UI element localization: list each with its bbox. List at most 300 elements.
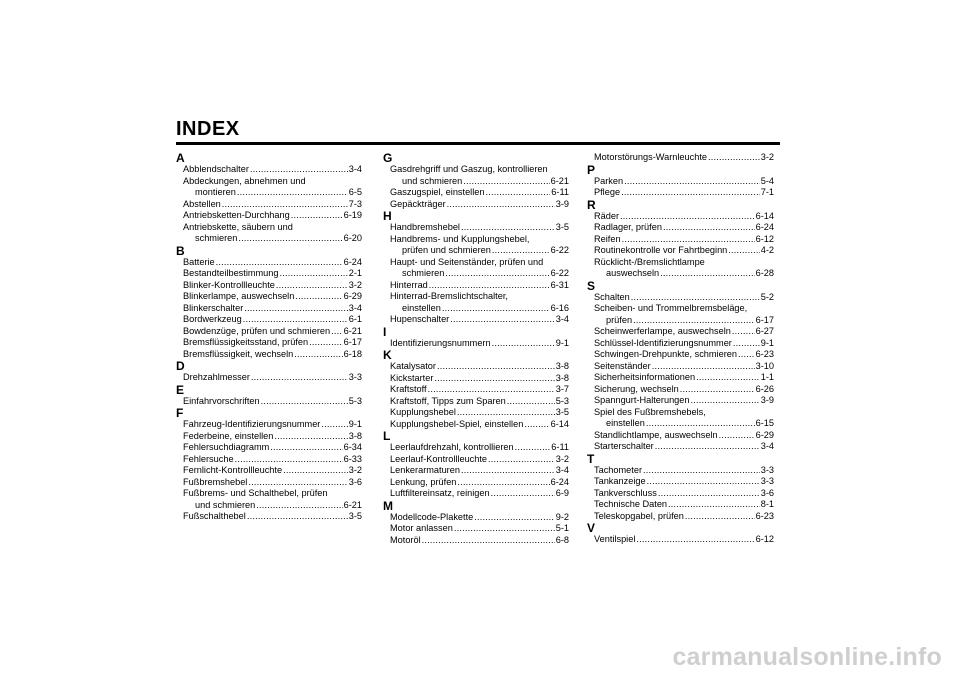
index-entry [587,234,774,246]
dot-leader [422,535,555,547]
dot-leader [243,314,348,326]
index-entry-term: Abstellen [183,198,221,209]
index-entry [176,511,362,523]
index-page-number: 6-19 [343,210,362,220]
index-entry-term: Katalysator [390,361,436,371]
index-entry-term: Haupt- und Seitenständer, prüfen und [390,256,544,267]
index-entry-term: Schwingen-Drehpunkte, schmieren [594,349,737,359]
index-letter-heading: S [587,278,596,293]
index-entry [176,431,362,443]
index-entry-term: Gasdrehgriff und Gaszug, kontrollieren [390,164,548,174]
index-column-3 [587,152,774,546]
index-page-number: 3-8 [348,430,362,441]
dot-leader [680,384,755,396]
index-entry-term: Hupenschalter [390,314,450,324]
watermark-text: carmanualsonline.info [672,643,942,671]
index-letter-heading: E [176,382,185,397]
index-entry-term: Blinkerschalter [183,302,244,313]
dot-leader [655,441,760,453]
index-entry [587,395,774,407]
index-entry-term: Kraftstoff, Tipps zum Sparen [390,395,506,406]
dot-leader [708,152,760,164]
index-entry-term: Leerlaufdrehzahl, kontrollieren [390,442,514,452]
dot-leader [283,465,348,477]
index-entry [383,419,569,431]
dot-leader [250,164,348,176]
index-entry-term: Rücklicht-/Bremslichtlampe [594,256,705,267]
index-page-number: 5-1 [555,523,569,533]
index-page-number: 9-2 [555,511,569,522]
index-entry-term: einstellen [402,302,441,313]
index-entry [176,257,362,269]
index-letter-heading: I [383,324,387,339]
dot-leader [492,245,550,257]
page-title: INDEX [176,118,240,140]
index-page-number: 6-24 [343,256,362,267]
index-entry-term: prüfen und schmieren [402,245,491,255]
dot-leader [276,280,348,292]
dot-leader [507,396,555,408]
index-entry-term: Hinterrad-Bremslichtschalter, [390,291,508,301]
index-entry-term: Radlager, prüfen [594,222,662,232]
index-entry-term: einstellen [606,418,645,428]
index-page-number: 6-26 [755,383,774,394]
index-letter-heading: P [587,162,596,177]
index-entry-term: Reifen [594,233,621,244]
index-entry [383,384,569,396]
index-entry [587,441,774,453]
index-page-number: 3-4 [555,465,569,475]
index-entry [587,534,774,546]
index-entry-term: Fehlersuchdiagramm [183,442,270,452]
index-entry-term: Sicherheitsinformationen [594,372,696,382]
index-entry-term: Fahrzeug-Identifizierungsnummer [183,419,321,429]
index-entry-term: und schmieren [195,499,256,510]
dot-leader [237,187,348,199]
index-entry [176,454,362,466]
dot-leader [738,349,755,361]
index-letter-heading: B [176,243,185,258]
index-entry [587,361,774,373]
dot-leader [492,338,555,350]
index-entry-term: auswechseln [606,268,660,278]
index-entry-term: Fußbremshebel [183,476,248,487]
dot-leader [437,361,555,373]
index-entry-term: Federbeine, einstellen [183,430,274,441]
index-page-number: 6-18 [343,348,362,359]
index-page-number: 5-3 [555,395,569,406]
index-entry [587,176,774,188]
dot-leader [248,477,347,489]
index-entry [176,465,362,477]
index-letter-heading: T [587,451,595,466]
index-entry-term: Motor anlassen [390,523,453,533]
dot-leader [647,476,760,488]
dot-leader [274,431,347,443]
index-entry-term: Starterschalter [594,441,654,451]
index-letter-heading: K [383,348,392,362]
index-page-number: 6-31 [550,279,569,290]
index-page-number: 3-2 [760,152,774,162]
index-page-number: 6-21 [550,175,569,186]
index-entry [587,511,774,523]
index-entry-term: Kupplungshebel [390,407,456,417]
index-entry-term: Gepäckträger [390,198,446,209]
dot-leader [295,291,342,303]
dot-leader [247,511,348,523]
dot-leader [450,314,554,326]
index-entry [383,164,569,187]
index-page-number: 3-4 [760,441,774,451]
index-entry [176,488,362,511]
index-entry [587,187,774,199]
index-entry [587,476,774,488]
dot-leader [321,419,347,431]
dot-leader [515,442,551,454]
dot-leader [636,534,754,546]
index-page-number: 3-4 [555,314,569,324]
dot-leader [445,268,549,280]
index-page-number: 6-23 [755,510,774,521]
index-letter-heading: M [383,498,393,513]
index-page-number: 3-7 [555,384,569,394]
dot-leader [660,268,754,280]
dot-leader [646,418,755,430]
index-letter-heading: R [587,197,596,212]
index-entry-term: Kraftstoff [390,384,427,394]
index-page-number: 6-22 [550,245,569,255]
dot-leader [463,176,549,188]
index-entry-term: Pflege [594,187,621,197]
index-entry-term: montieren [195,187,236,197]
index-page-number: 6-14 [550,418,569,429]
index-page-number: 9-1 [555,337,569,348]
index-page-number: 9-1 [760,337,774,348]
index-entry-term: Räder [594,210,620,221]
index-entry [587,326,774,338]
dot-leader [309,337,343,349]
index-entry-term: Drehzahlmesser [183,372,250,382]
index-entry [383,234,569,257]
index-entry-term: Antriebskette, säubern und [183,221,293,232]
dot-leader [447,199,555,211]
index-entry-term: Motorstörungs-Warnleuchte [594,152,708,162]
index-entry-term: Bowdenzüge, prüfen und schmieren [183,325,331,336]
index-page-number: 3-6 [348,476,362,487]
index-entry [176,268,362,280]
dot-leader [691,395,760,407]
index-entry [587,372,774,384]
index-entry [587,152,774,164]
index-entry-term: Fehlersuche [183,453,234,464]
index-page-number: 3-8 [555,372,569,383]
dot-leader [624,176,760,188]
index-entry [587,384,774,396]
dot-leader [256,500,342,512]
dot-leader [658,488,760,500]
index-letter-heading: L [383,429,391,443]
index-page-number: 6-5 [348,187,362,197]
dot-leader [620,211,755,223]
index-entry [587,349,774,361]
dot-leader [652,361,755,373]
index-page-number: 6-15 [755,418,774,428]
index-entry-term: Standlichtlampe, auswechseln [594,429,718,440]
index-page-number: 6-21 [343,325,362,336]
index-entry [176,291,362,303]
index-entry [383,477,569,489]
dot-leader [485,187,550,199]
index-page-number: 5-4 [760,175,774,186]
index-entry-term: prüfen [606,314,633,325]
index-entry [176,176,362,199]
index-entry [176,222,362,245]
index-entry-term: Scheinwerferlampe, auswechseln [594,326,731,336]
index-page-number: 6-29 [755,429,774,440]
index-page-number: 3-2 [348,465,362,475]
index-entry-term: Blinkerlampe, auswechseln [183,291,295,301]
index-entry [383,407,569,419]
index-page-number: 3-6 [760,487,774,498]
index-letter-heading: G [383,151,393,165]
index-page-number: 3-2 [555,453,569,464]
index-entry-term: Hinterrad [390,279,428,290]
dot-leader [261,396,348,408]
index-entry-term: Spiel des Fußbremshebels, [594,406,706,417]
index-page-number: 6-27 [755,326,774,336]
index-entry [383,465,569,477]
index-entry [176,396,362,408]
index-entry-term: Modellcode-Plakette [390,511,474,522]
dot-leader [238,233,342,245]
index-page-number: 7-1 [760,187,774,197]
index-page-number: 3-8 [555,361,569,371]
index-entry-term: Kickstarter [390,372,434,383]
index-entry [383,488,569,500]
dot-leader [294,349,342,361]
index-entry [587,430,774,442]
index-entry-term: Routinekontrolle vor Fahrtbeginn [594,245,728,255]
index-page-number: 6-29 [343,291,362,301]
index-entry-term: Einfahrvorschriften [183,395,260,406]
index-entry [587,499,774,511]
index-entry [587,222,774,234]
dot-leader [663,222,755,234]
index-page-number: 5-3 [348,395,362,406]
index-entry-term: Bestandteilbestimmung [183,268,279,278]
index-entry [176,164,362,176]
index-page-number: 6-24 [550,476,569,487]
index-entry-term: Abdeckungen, abnehmen und [183,175,306,186]
index-entry [176,337,362,349]
dot-leader [474,512,554,524]
index-page-number: 6-11 [551,442,569,452]
dot-leader [643,465,760,477]
index-entry [176,210,362,222]
index-entry-term: Bremsflüssigkeitsstand, prüfen [183,337,309,347]
index-entry [176,280,362,292]
index-page-number: 6-11 [551,187,569,197]
index-entry-term: Leerlauf-Kontrollleuchte [390,453,488,464]
index-entry-term: Fußschalthebel [183,511,246,521]
index-entry-term: schmieren [402,268,445,278]
index-page-number: 6-9 [555,488,569,498]
dot-leader [280,268,348,280]
index-entry-term: Motoröl [390,534,421,545]
index-page-number: 5-2 [760,291,774,302]
index-entry-term: Luftfiltereinsatz, reinigen [390,488,490,498]
dot-leader [621,187,760,199]
index-entry-term: Tankverschluss [594,487,657,498]
index-letter-heading: H [383,209,392,223]
dot-leader [222,199,348,211]
dot-leader [457,477,549,489]
index-page-number: 3-3 [348,372,362,382]
dot-leader [442,303,550,315]
index-entry [176,477,362,489]
index-entry [383,280,569,292]
index-entry-term: Fußbrems- und Schalthebel, prüfen [183,488,328,498]
dot-leader [733,338,760,350]
dot-leader [631,292,760,304]
index-page-number: 8-1 [760,499,774,509]
index-entry [383,442,569,454]
index-entry [587,292,774,304]
index-entry [383,373,569,385]
index-entry-term: Kupplungshebel-Spiel, einstellen [390,418,524,429]
index-page-number: 3-9 [760,395,774,405]
title-rule [176,142,780,145]
index-page-number: 7-3 [348,198,362,209]
index-entry-term: Batterie [183,256,215,267]
dot-leader [633,315,755,327]
index-page-number: 6-22 [550,268,569,278]
dot-leader [728,245,759,257]
index-entry-term: Teleskopgabel, prüfen [594,510,684,521]
index-entry-term: Antriebsketten-Durchhang [183,210,290,220]
index-page-number: 6-8 [555,534,569,545]
index-entry-term: Technische Daten [594,499,668,509]
index-page-number: 3-3 [760,464,774,475]
index-page-number: 3-5 [555,222,569,232]
index-entry [587,488,774,500]
index-column-1 [176,152,362,523]
index-entry [383,257,569,280]
index-entry [383,291,569,314]
index-page-number: 3-9 [555,198,569,209]
index-entry [587,303,774,326]
index-page-number: 4-2 [760,245,774,255]
index-entry [383,361,569,373]
index-page-number: 3-4 [348,302,362,313]
index-entry-term: Bordwerkzeug [183,314,242,324]
index-page-number: 6-33 [343,453,362,464]
index-entry-term: Lenkerarmaturen [390,465,460,475]
index-entry [383,187,569,199]
index-entry [587,407,774,430]
index-entry [176,349,362,361]
index-entry [383,523,569,535]
index-page-number: 3-5 [348,511,362,521]
dot-leader [454,523,555,535]
index-entry-term: Fernlicht-Kontrollleuchte [183,465,283,475]
index-entry [587,257,774,280]
index-entry-term: Bremsflüssigkeit, wechseln [183,348,294,359]
index-page-number: 6-17 [343,337,362,347]
index-page-number: 6-12 [755,233,774,244]
index-page-number: 6-28 [755,268,774,278]
index-entry [176,442,362,454]
index-entry [176,326,362,338]
index-entry-term: Tankanzeige [594,476,646,486]
index-entry-term: Sicherung, wechseln [594,383,679,394]
index-entry [176,419,362,431]
dot-leader [457,407,555,419]
dot-leader [251,372,348,384]
index-entry-term: Ventilspiel [594,534,636,544]
index-entry-term: Abblendschalter [183,164,249,174]
index-letter-heading: F [176,406,184,420]
index-entry [383,338,569,350]
index-entry-term: Scheiben- und Trommelbremsbeläge, [594,303,748,313]
index-page-number: 1-1 [760,372,774,382]
index-entry-term: Lenkung, prüfen [390,476,457,487]
index-page-number: 2-1 [348,268,362,278]
index-entry [383,396,569,408]
index-entry [176,372,362,384]
dot-leader [244,303,347,315]
index-entry-term: Schlüssel-Identifizierungsnummer [594,337,732,348]
index-entry [383,512,569,524]
index-entry-term: Gaszugspiel, einstellen [390,187,485,197]
dot-leader [461,222,555,234]
index-page-number: 6-20 [343,233,362,243]
dot-leader [428,384,555,396]
index-entry [383,199,569,211]
index-page-number: 6-1 [348,314,362,324]
index-entry-term: und schmieren [402,175,463,186]
index-entry-term: Handbremshebel [390,222,460,232]
dot-leader [216,257,343,269]
index-entry-term: Seitenständer [594,360,651,371]
index-entry-term: schmieren [195,233,238,243]
dot-leader [696,372,760,384]
index-page-number: 6-34 [343,442,362,452]
dot-leader [291,210,343,222]
dot-leader [461,465,555,477]
dot-leader [491,488,555,500]
dot-leader [524,419,549,431]
dot-leader [434,373,554,385]
index-page-number: 6-24 [755,222,774,232]
dot-leader [719,430,755,442]
index-entry-term: Schalten [594,291,630,302]
index-letter-heading: D [176,359,185,373]
dot-leader [429,280,550,292]
index-letter-heading: A [176,151,185,165]
index-entry [176,199,362,211]
index-page-number: 3-3 [760,476,774,486]
index-page-number: 6-21 [343,499,362,510]
index-page-number: 6-16 [550,302,569,313]
index-entry-term: Identifizierungsnummern [390,337,491,348]
index-letter-heading: V [587,521,596,535]
index-entry [587,465,774,477]
index-page-number: 3-10 [755,360,774,371]
index-column-2 [383,152,569,546]
dot-leader [622,234,755,246]
index-entry [383,222,569,234]
